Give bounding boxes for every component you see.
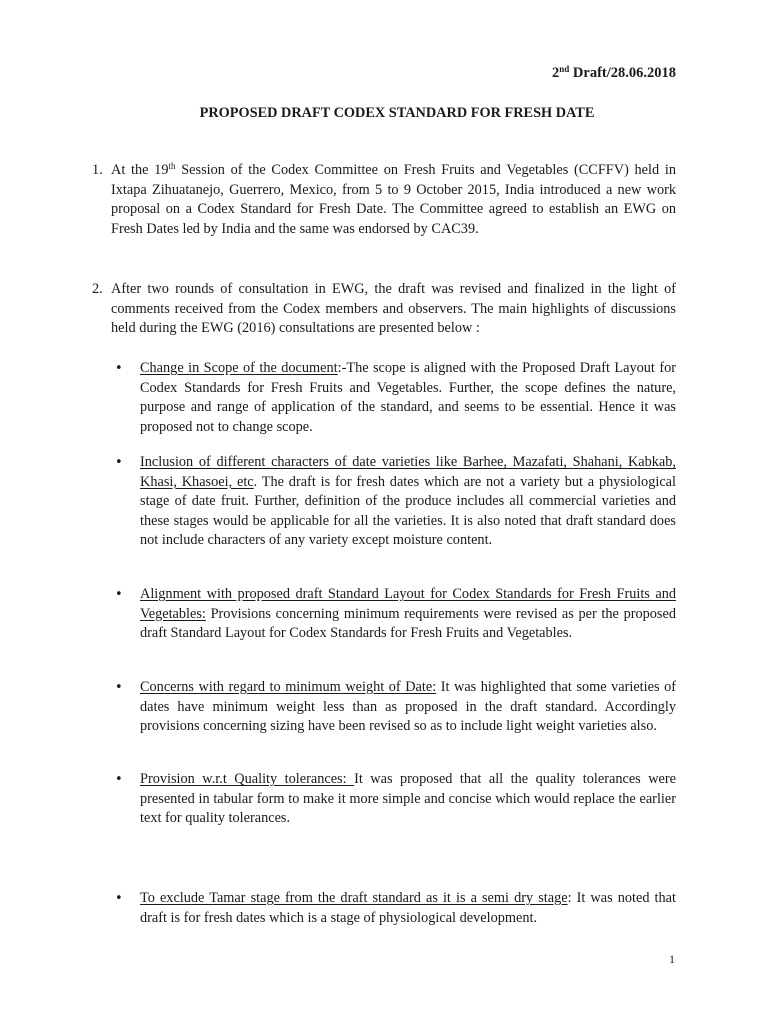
draft-version-date [552, 64, 676, 84]
paragraph-1-text-start: At the 19 [111, 162, 169, 178]
bullet-item [140, 889, 676, 928]
paragraph-number: 1. [92, 162, 103, 178]
bullet-text: :-The scope is aligned with the Proposed Draft Layout for Codex Standards for Fresh Fruits and Vegetables. Further, the scope defines the nature, purpose and range of application of the standard, and seems to be essential. Hence it was proposed not to change scope. [140, 360, 676, 435]
bullet-item [140, 770, 676, 829]
ordinal-suffix: th [168, 161, 176, 171]
bullet-heading: Change in Scope of the document [140, 360, 338, 376]
bullet-marker: • [115, 680, 123, 695]
draft-ordinal-suffix: nd [559, 64, 570, 74]
page-number: 1 [669, 952, 675, 966]
bullet-heading: Alignment with proposed draft Standard Layout for Codex Standards for Fresh Fruits and Vegetables: [140, 586, 676, 622]
bullet-heading: To exclude Tamar stage from the draft standard as it is a semi dry stage [140, 890, 568, 906]
bullet-item [140, 678, 676, 737]
bullet-marker: • [115, 891, 123, 906]
document-title: PROPOSED DRAFT CODEX STANDARD FOR FRESH DATE [199, 105, 595, 121]
paragraph-1-text-end: Session of the Codex Committee on Fresh Fruits and Vegetables (CCFFV) held in Ixtapa Zihuatanejo, Guerrero, Mexico, from 5 to 9 October 2015, India introduced a new work proposal on a Codex Standard for Fresh Date. The Committee agreed to establish an EWG on Fresh Dates led by India and the same was endorsed by CAC39. [111, 162, 676, 237]
bullet-text: . The draft is for fresh dates which are not a variety but a physiological stage of date fruit. Further, definition of the produce includes all commercial varieties and these stages would be applicable for all the varieties. It is also noted that draft standard does not include characters of any variety except moisture content. [140, 473, 676, 549]
bullet-item [140, 359, 676, 437]
bullet-marker: • [115, 361, 123, 376]
draft-number: 2 [552, 65, 560, 81]
bullet-item [140, 585, 676, 644]
bullet-marker: • [115, 772, 123, 787]
bullet-text: It was highlighted that some varieties of dates have minimum weight less than as proposed in the draft standard. Accordingly provisions concerning sizing have been revised so as to include light weight varieties also. [140, 679, 676, 735]
paragraph-number: 2. [92, 281, 103, 297]
bullet-text: : It was noted that draft is for fresh dates which is a stage of physiological development. [140, 890, 676, 926]
paragraph-1 [111, 161, 676, 239]
bullet-text: It was proposed that all the quality tolerances were presented in tabular form to make it more simple and concise which would replace the earlier text for quality tolerances. [140, 771, 677, 827]
bullet-marker: • [115, 587, 123, 602]
bullet-marker: • [115, 455, 123, 470]
bullet-text: Provisions concerning minimum requirements were revised as per the proposed draft Standard Layout for Codex Standards for Fresh Fruits and Vegetables. [140, 605, 676, 642]
paragraph-2: After two rounds of consultation in EWG, the draft was revised and finalized in the light of comments received from the Codex members and observers. The main highlights of discussions held during the EWG (2016) consultations are presented below : [111, 281, 676, 337]
bullet-heading: Inclusion of different characters of date varieties like Barhee, Mazafati, Shahani, Kabkab, Khasi, Khasoei, etc [140, 454, 676, 490]
draft-date: Draft/28.06.2018 [569, 65, 676, 81]
bullet-item [140, 453, 676, 551]
bullet-heading: Concerns with regard to minimum weight of Date: [140, 679, 437, 695]
bullet-heading: Provision w.r.t Quality tolerances: [140, 771, 355, 787]
